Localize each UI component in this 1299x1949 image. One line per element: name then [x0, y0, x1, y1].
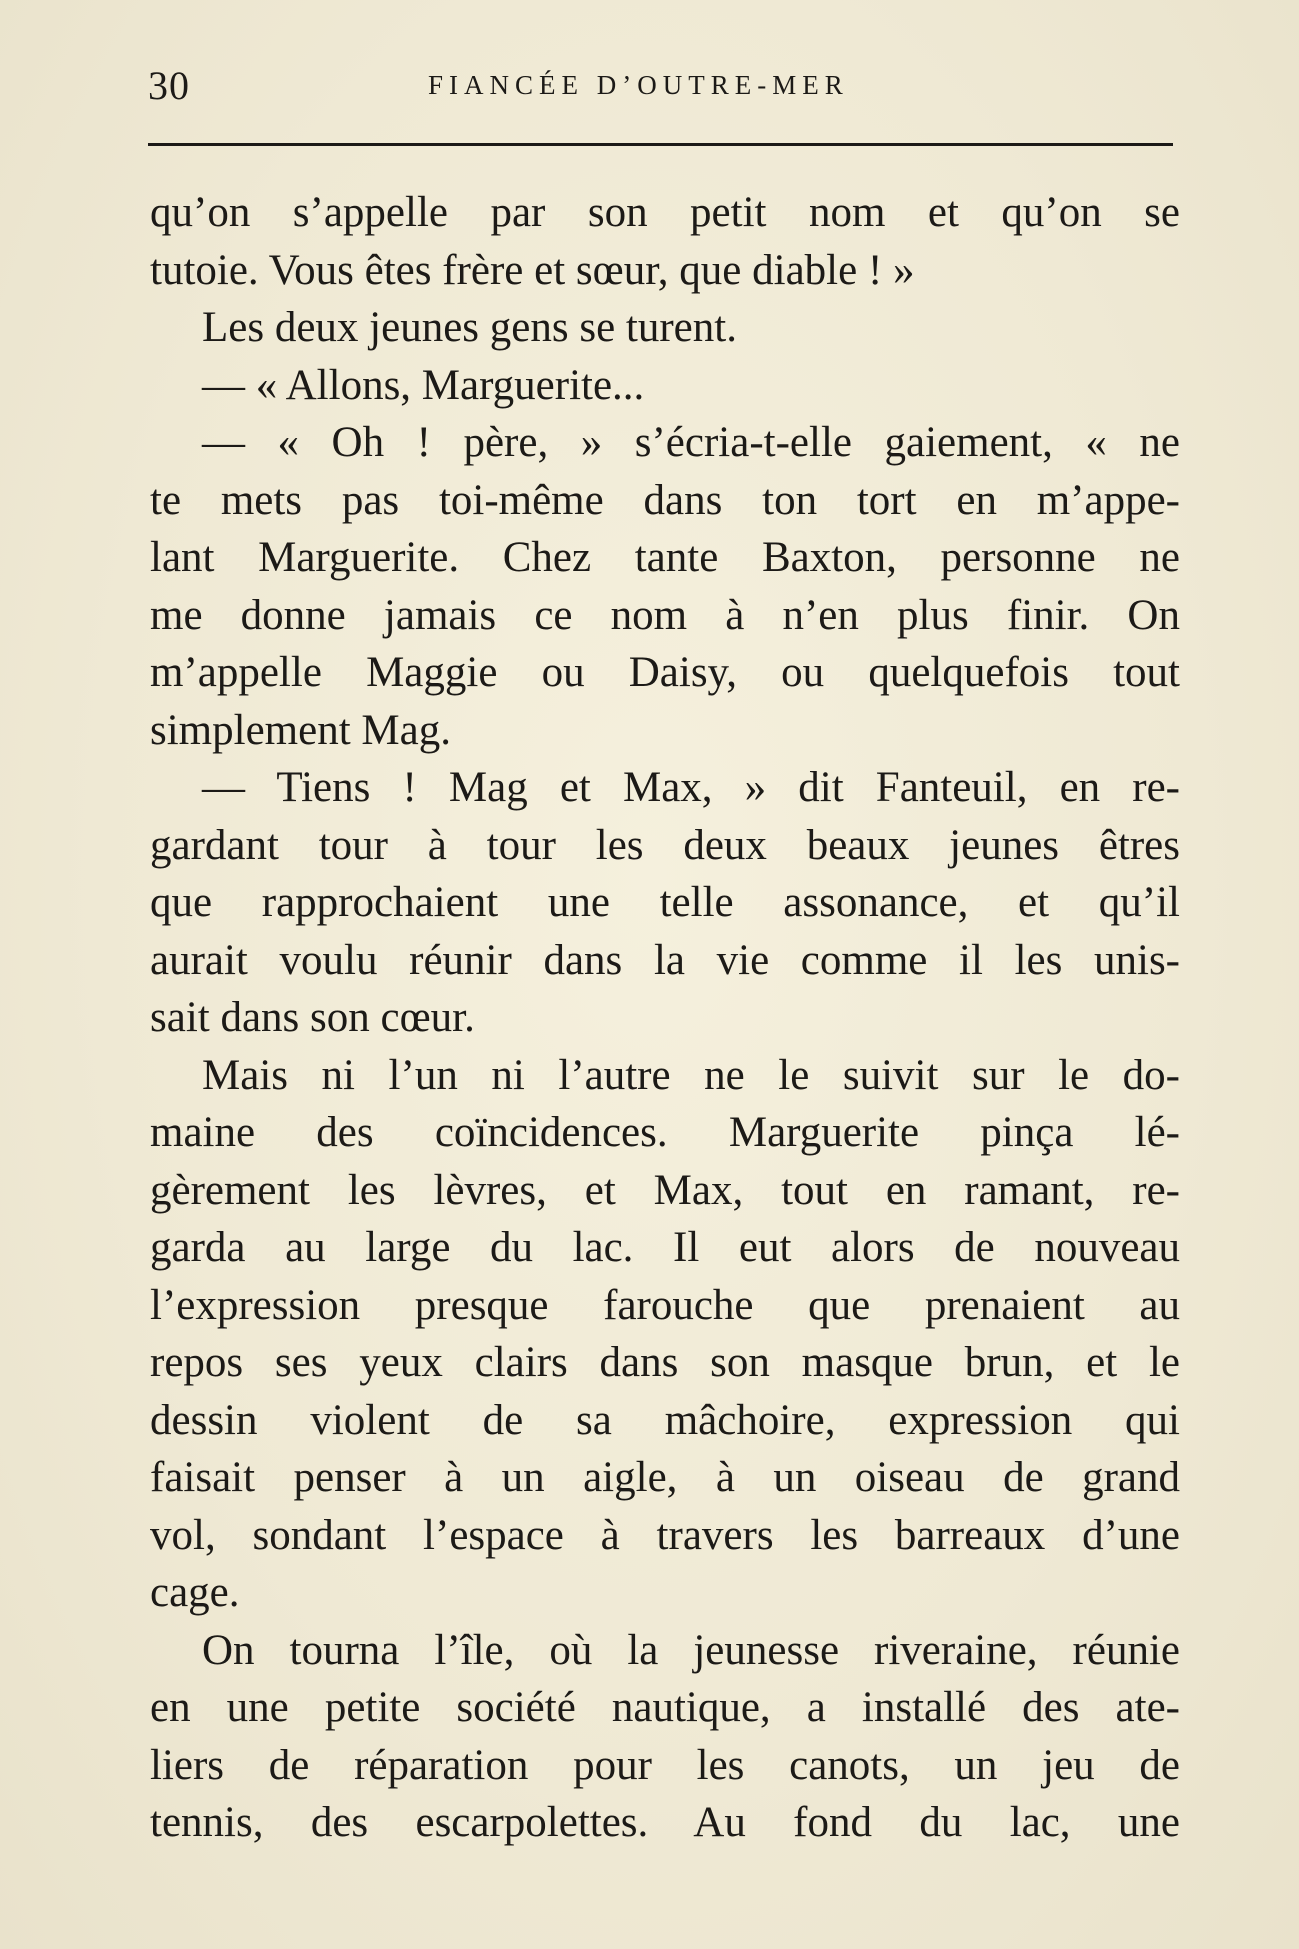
text-line: — « Allons, Marguerite... — [202, 361, 645, 409]
body-text — [150, 184, 1180, 1852]
text-line: aurait voulu réunir dans la vie comme il les unis- — [150, 936, 1180, 984]
text-line: cage. — [150, 1569, 240, 1616]
text-line: que rapprochaient une telle assonance, et qu’il — [150, 879, 1180, 926]
text-line: Mais ni l’un ni l’autre ne le suivit sur le do- — [202, 1051, 1180, 1099]
text-line: vol, sondant l’espace à travers les barreaux d’une — [150, 1511, 1180, 1559]
text-line: en une petite société nautique, a installé des ate- — [150, 1684, 1180, 1731]
text-line: tutoie. Vous êtes frère et sœur, que diable ! » — [150, 246, 915, 294]
page-header — [148, 62, 1178, 112]
text-line: Les deux jeunes gens se turent. — [202, 304, 737, 351]
text-line: qu’on s’appelle par son petit nom et qu’on se — [150, 189, 1180, 236]
text-line: dessin violent de sa mâchoire, expression qui — [150, 1396, 1180, 1444]
text-line: gardant tour à tour les deux beaux jeunes êtres — [150, 821, 1180, 869]
text-line: liers de réparation pour les canots, un jeu de — [150, 1741, 1180, 1789]
text-line: — « Oh ! père, » s’écria-t-elle gaiement, « ne — [202, 419, 1180, 466]
text-line: m’appelle Maggie ou Daisy, ou quelquefois tout — [150, 649, 1180, 696]
header-rule — [148, 143, 1173, 146]
text-line: l’expression presque farouche que prenaient au — [150, 1281, 1180, 1329]
text-line: lant Marguerite. Chez tante Baxton, personne ne — [150, 534, 1180, 581]
running-title: FIANCÉE D’OUTRE-MER — [428, 70, 849, 100]
text-line: gèrement les lèvres, et Max, tout en ramant, re- — [150, 1166, 1180, 1214]
text-line: sait dans son cœur. — [150, 994, 475, 1041]
text-line: tennis, des escarpolettes. Au fond du lac, une — [150, 1799, 1180, 1846]
text-line: repos ses yeux clairs dans son masque brun, et le — [150, 1339, 1180, 1386]
text-line: me donne jamais ce nom à n’en plus finir. On — [150, 591, 1180, 639]
text-line: On tourna l’île, où la jeunesse riveraine, réunie — [202, 1626, 1180, 1674]
page-number: 30 — [148, 63, 190, 108]
text-line: maine des coïncidences. Marguerite pinça lé- — [150, 1109, 1180, 1156]
text-line: te mets pas toi-même dans ton tort en m’appe- — [150, 476, 1180, 524]
text-line: — Tiens ! Mag et Max, » dit Fanteuil, en re- — [202, 764, 1180, 811]
text-line: garda au large du lac. Il eut alors de nouveau — [150, 1224, 1180, 1271]
text-line: simplement Mag. — [150, 706, 451, 754]
text-line: faisait penser à un aigle, à un oiseau de grand — [150, 1454, 1180, 1501]
